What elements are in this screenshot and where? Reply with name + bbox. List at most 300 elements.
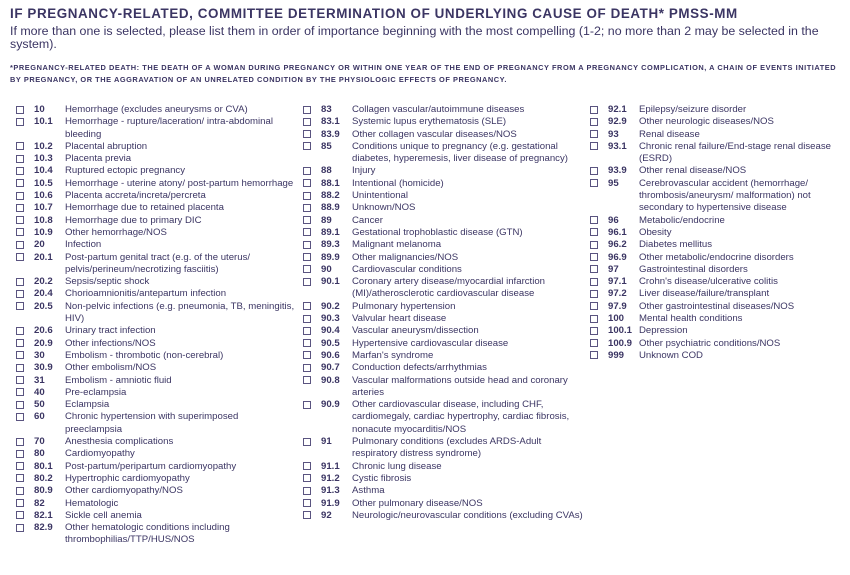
cause-checkbox[interactable] — [16, 450, 24, 458]
cause-column-2 — [303, 104, 588, 522]
cause-code: 10.7 — [34, 202, 53, 214]
cause-label: Placenta previa — [65, 153, 132, 165]
cause-label: Unknown COD — [639, 349, 703, 361]
cause-item — [303, 473, 588, 485]
cause-item — [16, 338, 296, 350]
cause-code: 93 — [608, 128, 619, 140]
cause-label: Other cardiovascular disease, including CHF, cardiomegaly, cardiac hypertrophy, cardiac fibrosis, nonacute myocarditis/NOS — [352, 399, 570, 435]
cause-checkbox[interactable] — [303, 364, 311, 372]
cause-item — [303, 252, 588, 264]
cause-checkbox[interactable] — [16, 302, 24, 310]
cause-checkbox[interactable] — [303, 216, 311, 224]
cause-label: Coronary artery disease/myocardial infarction (MI)/atherosclerotic cardiovascular disease — [352, 276, 546, 300]
cause-code: 92 — [321, 509, 332, 521]
cause-label: Infection — [65, 239, 102, 251]
cause-item — [590, 252, 845, 264]
cause-checkbox[interactable] — [590, 179, 598, 187]
cause-label: Placental abruption — [65, 140, 148, 152]
cause-checkbox[interactable] — [303, 142, 311, 150]
cause-label: Post-partum genital tract (e.g. of the uterus/ pelvis/perineum/necrotizing fasciitis) — [65, 251, 251, 275]
cause-checkbox[interactable] — [16, 364, 24, 372]
cause-code: 97.1 — [608, 276, 627, 288]
cause-label: Other collagen vascular diseases/NOS — [352, 128, 517, 140]
cause-checkbox[interactable] — [303, 487, 311, 495]
cause-checkbox[interactable] — [303, 278, 311, 286]
cause-code: 92.1 — [608, 104, 627, 115]
cause-label: Unintentional — [352, 190, 409, 202]
cause-item — [590, 141, 845, 166]
cause-checkbox[interactable] — [16, 524, 24, 532]
cause-label: Vascular aneurysm/dissection — [352, 325, 479, 337]
cause-label: Other pulmonary disease/NOS — [352, 497, 483, 509]
cause-item — [16, 288, 296, 300]
cause-checkbox[interactable] — [590, 278, 598, 286]
cause-label: Conditions unique to pregnancy (e.g. gestational diabetes, hyperemesis, liver disease of pregnancy) — [352, 140, 568, 165]
cause-label: Vascular malformations outside head and coronary arteries — [352, 374, 568, 398]
cause-checkbox[interactable] — [303, 241, 311, 249]
cause-code: 97.2 — [608, 288, 627, 300]
cause-item — [590, 116, 845, 128]
cause-item — [16, 350, 296, 362]
cause-item — [16, 190, 296, 202]
cause-item — [590, 227, 845, 239]
cause-label: Placenta accreta/increta/percreta — [65, 190, 206, 202]
cause-checkbox[interactable] — [303, 167, 311, 175]
cause-checkbox[interactable] — [590, 130, 598, 138]
cause-label: Other gastrointestinal diseases/NOS — [639, 300, 795, 312]
cause-code: 20.1 — [34, 251, 53, 263]
cause-item — [303, 362, 588, 374]
cause-checkbox[interactable] — [16, 278, 24, 286]
cause-label: Hypertrophic cardiomyopathy — [65, 472, 190, 484]
cause-code: 90.7 — [321, 362, 340, 374]
cause-checkbox[interactable] — [303, 192, 311, 200]
cause-checkbox[interactable] — [16, 376, 24, 384]
cause-item — [303, 301, 588, 313]
cause-checkbox[interactable] — [16, 241, 24, 249]
cause-label: Chorioamnionitis/antepartum infection — [65, 288, 227, 300]
cause-checkbox[interactable] — [16, 511, 24, 519]
cause-checkbox[interactable] — [16, 118, 24, 126]
cause-item — [590, 338, 845, 350]
cause-checkbox[interactable] — [16, 167, 24, 175]
cause-checkbox[interactable] — [303, 376, 311, 384]
cause-code: 80.2 — [34, 472, 53, 484]
cause-label: Embolism - thrombotic (non-cerebral) — [65, 349, 224, 361]
cause-label: Neurologic/neurovascular conditions (excluding CVAs) — [352, 509, 583, 521]
cause-label: Mental health conditions — [639, 313, 743, 325]
cause-checkbox[interactable] — [16, 438, 24, 446]
cause-checkbox[interactable] — [16, 253, 24, 261]
cause-code: 88.1 — [321, 177, 340, 189]
cause-item — [590, 264, 845, 276]
cause-label: Chronic lung disease — [352, 460, 442, 472]
cause-code: 88.2 — [321, 190, 340, 202]
cause-item — [590, 129, 845, 141]
cause-checkbox[interactable] — [303, 511, 311, 519]
cause-label: Renal disease — [639, 128, 700, 140]
cause-label: Pre-eclampsia — [65, 386, 127, 398]
cause-item — [16, 436, 296, 448]
cause-code: 89.1 — [321, 226, 340, 238]
cause-checkbox[interactable] — [303, 106, 311, 114]
cause-code: 31 — [34, 374, 45, 386]
cause-code: 82 — [34, 497, 45, 509]
cause-label: Collagen vascular/autoimmune diseases — [352, 104, 525, 115]
cause-label: Non-pelvic infections (e.g. pneumonia, TB, meningitis, HIV) — [65, 300, 295, 325]
cause-item — [590, 301, 845, 313]
cause-code: 90.3 — [321, 313, 340, 325]
cause-item — [16, 252, 296, 277]
cause-item — [303, 338, 588, 350]
cause-checkbox[interactable] — [590, 327, 598, 335]
cause-code: 40 — [34, 386, 45, 398]
cause-code: 10.1 — [34, 116, 53, 128]
cause-code: 91.2 — [321, 472, 340, 484]
cause-item — [590, 288, 845, 300]
cause-checkbox[interactable] — [303, 351, 311, 359]
cause-item — [303, 141, 588, 166]
cause-code: 83.1 — [321, 116, 340, 128]
cause-checkbox[interactable] — [16, 487, 24, 495]
cause-item — [303, 461, 588, 473]
cause-item — [303, 375, 588, 400]
cause-label: Other neurologic diseases/NOS — [639, 116, 774, 128]
cause-checkbox[interactable] — [590, 216, 598, 224]
cause-code: 88 — [321, 165, 332, 177]
cause-item — [303, 116, 588, 128]
cause-checkbox[interactable] — [16, 228, 24, 236]
cause-item — [16, 461, 296, 473]
cause-checkbox[interactable] — [16, 499, 24, 507]
cause-code: 10.2 — [34, 140, 53, 152]
cause-label: Epilepsy/seizure disorder — [639, 104, 747, 115]
cause-item — [16, 202, 296, 214]
cause-code: 10.4 — [34, 165, 53, 177]
cause-code: 10.5 — [34, 177, 53, 189]
cause-label: Other cardiomyopathy/NOS — [65, 485, 183, 497]
cause-checkbox[interactable] — [303, 327, 311, 335]
cause-checkbox[interactable] — [590, 351, 598, 359]
cause-label: Pulmonary conditions (excludes ARDS-Adult respiratory distress syndrome) — [352, 436, 542, 460]
cause-code: 30.9 — [34, 362, 53, 374]
cause-item — [303, 202, 588, 214]
cause-label: Metabolic/endocrine — [639, 214, 725, 226]
cause-label: Pulmonary hypertension — [352, 300, 456, 312]
cause-code: 90.4 — [321, 325, 340, 337]
cause-code: 88.9 — [321, 202, 340, 214]
cause-code: 96 — [608, 214, 619, 226]
cause-code: 20.9 — [34, 337, 53, 349]
cause-code: 90.8 — [321, 374, 340, 386]
cause-code: 90.6 — [321, 349, 340, 361]
cause-item — [590, 239, 845, 251]
cause-code: 96.2 — [608, 239, 627, 251]
cause-code: 95 — [608, 177, 619, 189]
cause-label: Hypertensive cardiovascular disease — [352, 337, 509, 349]
cause-label: Hemorrhage due to primary DIC — [65, 214, 202, 226]
cause-checkbox[interactable] — [590, 228, 598, 236]
cause-item — [303, 264, 588, 276]
cause-item — [16, 215, 296, 227]
cause-code: 20 — [34, 239, 45, 251]
cause-item — [16, 411, 296, 436]
cause-label: Cancer — [352, 214, 383, 226]
cause-item — [590, 313, 845, 325]
cause-item — [303, 190, 588, 202]
cause-item — [303, 498, 588, 510]
cause-code: 83 — [321, 104, 332, 115]
cause-checkbox[interactable] — [16, 401, 24, 409]
cause-checkbox[interactable] — [303, 118, 311, 126]
cause-label: Ruptured ectopic pregnancy — [65, 165, 185, 177]
cause-code: 20.2 — [34, 276, 53, 288]
cause-code: 10.6 — [34, 190, 53, 202]
cause-checkbox[interactable] — [16, 106, 24, 114]
cause-checkbox[interactable] — [590, 315, 598, 323]
cause-item — [590, 104, 845, 116]
cause-code: 89.9 — [321, 251, 340, 263]
cause-code: 91.3 — [321, 485, 340, 497]
cause-code: 82.9 — [34, 522, 53, 534]
cause-label: Other malignancies/NOS — [352, 251, 459, 263]
cause-code: 100.9 — [608, 337, 633, 349]
cause-item — [590, 325, 845, 337]
cause-label: Unknown/NOS — [352, 202, 416, 214]
cause-code: 80.9 — [34, 485, 53, 497]
cause-item — [16, 178, 296, 190]
cause-checkbox[interactable] — [16, 351, 24, 359]
cause-label: Cerebrovascular accident (hemorrhage/ thrombosis/aneurysm/ malformation) not secondary to hypertensive disease — [639, 177, 811, 214]
cause-code: 90.5 — [321, 337, 340, 349]
cause-checkbox[interactable] — [303, 499, 311, 507]
cause-code: 10 — [34, 104, 45, 115]
cause-item — [16, 301, 296, 326]
cause-item — [303, 436, 588, 461]
cause-code: 70 — [34, 436, 45, 448]
cause-item — [16, 165, 296, 177]
cause-code: 91 — [321, 436, 332, 448]
cause-code: 80.1 — [34, 460, 53, 472]
cause-item — [303, 485, 588, 497]
cause-checkbox[interactable] — [16, 327, 24, 335]
cause-checkbox[interactable] — [590, 167, 598, 175]
cause-label: Diabetes mellitus — [639, 239, 713, 251]
cause-label: Hematologic — [65, 497, 119, 509]
cause-label: Other psychiatric conditions/NOS — [639, 337, 781, 349]
cause-checkbox[interactable] — [303, 228, 311, 236]
cause-code: 96.1 — [608, 226, 627, 238]
cause-item — [16, 362, 296, 374]
cause-code: 90.9 — [321, 399, 340, 411]
cause-item — [303, 399, 588, 436]
cause-checkbox[interactable] — [590, 241, 598, 249]
cause-label: Cardiovascular conditions — [352, 263, 462, 275]
cause-label: Valvular heart disease — [352, 313, 447, 325]
cause-checkbox[interactable] — [303, 462, 311, 470]
cause-checkbox[interactable] — [303, 253, 311, 261]
cause-code: 91.9 — [321, 497, 340, 509]
cause-checkbox[interactable] — [303, 339, 311, 347]
cause-label: Other hemorrhage/NOS — [65, 226, 167, 238]
cause-checkbox[interactable] — [303, 204, 311, 212]
cause-item — [16, 141, 296, 153]
cause-checkbox[interactable] — [16, 388, 24, 396]
cause-item — [16, 153, 296, 165]
cause-label: Asthma — [352, 485, 385, 497]
cause-code: 92.9 — [608, 116, 627, 128]
cause-checkbox[interactable] — [303, 315, 311, 323]
cause-checkbox[interactable] — [303, 130, 311, 138]
cause-item — [303, 276, 588, 301]
cause-code: 20.6 — [34, 325, 53, 337]
cause-checkbox[interactable] — [16, 192, 24, 200]
instructions-text: If more than one is selected, please list them in order of importance beginning with the most compelling (1-2; no more than 2 may be selected in the system). — [10, 24, 819, 51]
cause-label: Systemic lupus erythematosis (SLE) — [352, 116, 507, 128]
cause-label: Crohn's disease/ulcerative colitis — [639, 276, 778, 288]
cause-checkbox[interactable] — [16, 339, 24, 347]
cause-label: Other renal disease/NOS — [639, 165, 747, 177]
cause-item — [16, 485, 296, 497]
cause-code: 10.9 — [34, 226, 53, 238]
cause-code: 999 — [608, 349, 625, 361]
cause-checkbox[interactable] — [303, 401, 311, 409]
cause-checkbox[interactable] — [590, 302, 598, 310]
cause-code: 97.9 — [608, 300, 627, 312]
cause-item — [16, 510, 296, 522]
cause-label: Sickle cell anemia — [65, 509, 142, 521]
cause-label: Urinary tract infection — [65, 325, 156, 337]
cause-checkbox[interactable] — [16, 204, 24, 212]
cause-checkbox[interactable] — [303, 265, 311, 273]
cause-code: 91.1 — [321, 460, 340, 472]
cause-code: 96.9 — [608, 251, 627, 263]
cause-checkbox[interactable] — [590, 265, 598, 273]
cause-label: Cardiomyopathy — [65, 448, 135, 460]
cause-item — [303, 239, 588, 251]
cause-item — [16, 276, 296, 288]
cause-item — [16, 104, 296, 116]
cause-code: 100.1 — [608, 325, 633, 337]
cause-item — [303, 104, 588, 116]
cause-checkbox[interactable] — [303, 302, 311, 310]
cause-code: 80 — [34, 448, 45, 460]
cause-label: Marfan's syndrome — [352, 349, 434, 361]
cause-item — [16, 522, 296, 547]
cause-checkbox[interactable] — [590, 339, 598, 347]
cause-item — [303, 129, 588, 141]
cause-label: Depression — [639, 325, 688, 337]
cause-label: Hemorrhage - uterine atony/ post-partum hemorrhage — [65, 177, 294, 189]
cause-code: 83.9 — [321, 128, 340, 140]
cause-item — [590, 350, 845, 362]
cause-item — [16, 375, 296, 387]
cause-checkbox[interactable] — [303, 438, 311, 446]
cause-code: 90.2 — [321, 300, 340, 312]
cause-item — [16, 387, 296, 399]
cause-label: Intentional (homicide) — [352, 177, 444, 189]
cause-code: 100 — [608, 313, 625, 325]
cause-code: 20.4 — [34, 288, 53, 300]
cause-checkbox[interactable] — [590, 106, 598, 114]
cause-label: Hemorrhage due to retained placenta — [65, 202, 224, 214]
cause-label: Gastrointestinal disorders — [639, 263, 748, 275]
cause-item — [16, 325, 296, 337]
cause-label: Other metabolic/endocrine disorders — [639, 251, 794, 263]
cause-code: 20.5 — [34, 300, 53, 312]
cause-label: Chronic renal failure/End-stage renal disease (ESRD) — [639, 140, 831, 165]
page-title: IF PREGNANCY-RELATED, COMMITTEE DETERMINATION OF UNDERLYING CAUSE OF DEATH* PMSS-MM — [10, 6, 738, 21]
cause-checkbox[interactable] — [16, 462, 24, 470]
cause-checkbox[interactable] — [303, 474, 311, 482]
cause-item — [303, 215, 588, 227]
cause-code: 10.3 — [34, 153, 53, 165]
cause-checkbox[interactable] — [590, 253, 598, 261]
cause-label: Hemorrhage - rupture/laceration/ intra-abdominal bleeding — [65, 116, 273, 140]
cause-checkbox[interactable] — [16, 142, 24, 150]
cause-checkbox[interactable] — [303, 179, 311, 187]
cause-label: Malignant melanoma — [352, 239, 442, 251]
cause-label: Gestational trophoblastic disease (GTN) — [352, 226, 523, 238]
cause-checkbox[interactable] — [590, 290, 598, 298]
cause-checkbox[interactable] — [590, 142, 598, 150]
cause-label: Hemorrhage (excludes aneurysms or CVA) — [65, 104, 248, 115]
cause-checkbox[interactable] — [16, 413, 24, 421]
cause-code: 89 — [321, 214, 332, 226]
cause-label: Other hematologic conditions including thrombophilias/TTP/HUS/NOS — [65, 522, 230, 546]
cause-checkbox[interactable] — [16, 216, 24, 224]
cause-item — [303, 313, 588, 325]
cause-item — [303, 325, 588, 337]
cause-label: Other embolism/NOS — [65, 362, 157, 374]
cause-label: Liver disease/failure/transplant — [639, 288, 770, 300]
cause-checkbox[interactable] — [16, 155, 24, 163]
cause-code: 93.9 — [608, 165, 627, 177]
cause-item — [303, 165, 588, 177]
cause-item — [16, 498, 296, 510]
cause-item — [303, 510, 588, 522]
cause-label: Embolism - amniotic fluid — [65, 374, 172, 386]
cause-item — [303, 350, 588, 362]
cause-code: 10.8 — [34, 214, 53, 226]
cause-item — [590, 178, 845, 215]
cause-label: Anesthesia complications — [65, 436, 174, 448]
cause-item — [16, 239, 296, 251]
cause-code: 90.1 — [321, 276, 340, 288]
cause-checkbox[interactable] — [590, 118, 598, 126]
cause-label: Chronic hypertension with superimposed preeclampsia — [65, 411, 239, 435]
cause-checkbox[interactable] — [16, 179, 24, 187]
cause-code: 93.1 — [608, 140, 627, 152]
cause-checkbox[interactable] — [16, 474, 24, 482]
cause-label: Injury — [352, 165, 376, 177]
cause-code: 50 — [34, 399, 45, 411]
cause-code: 60 — [34, 411, 45, 423]
cause-label: Other infections/NOS — [65, 337, 156, 349]
cause-label: Cystic fibrosis — [352, 472, 412, 484]
cause-item — [303, 227, 588, 239]
definition-note: *PREGNANCY-RELATED DEATH: THE DEATH OF A WOMAN DURING PREGNANCY OR WITHIN ONE YEAR OF THE END OF PREGNANCY FROM A PREGNANCY COMPLICATION, A CHAIN OF EVENTS INITIATED BY PREGNANCY, OR THE AGGRAVATION OF AN UNRELATED CONDITION BY THE PHYSIOLOGIC EFFECTS OF PREGNANCY. — [10, 63, 837, 84]
cause-code: 90 — [321, 263, 332, 275]
cause-code: 97 — [608, 263, 619, 275]
cause-item — [16, 473, 296, 485]
cause-item — [16, 448, 296, 460]
cause-column-1 — [16, 104, 296, 547]
cause-item — [16, 116, 296, 141]
cause-label: Conduction defects/arrhythmias — [352, 362, 487, 374]
cause-item — [303, 178, 588, 190]
cause-checkbox[interactable] — [16, 290, 24, 298]
